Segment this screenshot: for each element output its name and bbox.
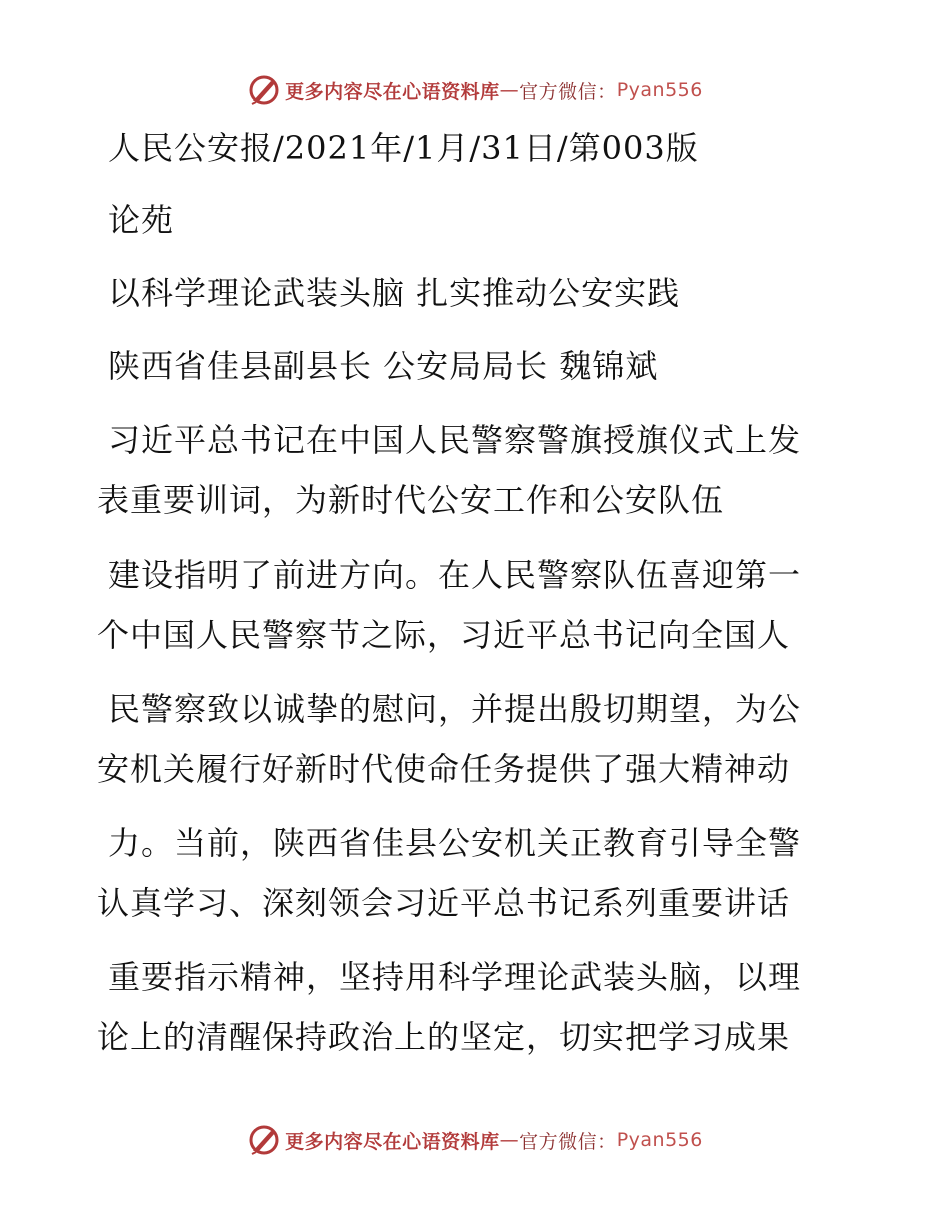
footer-watermark (0, 1120, 950, 1160)
watermark-wechat-id: Pyan556 (616, 79, 703, 101)
watermark-wechat-label: 官方微信： (519, 1130, 617, 1153)
paragraph-line: 民警察致以诚挚的慰问，并提出殷切期望，为公 (108, 690, 802, 728)
paragraph-line: 论上的清醒保持政治上的坚定，切实把学习成果 (97, 1018, 791, 1056)
paragraph-line: 重要指示精神，坚持用科学理论武装头脑，以理 (108, 958, 802, 996)
watermark-main-text: 更多内容尽在心语资料库 (285, 80, 500, 103)
document-column-name: 论苑 (108, 201, 175, 239)
watermark-wechat-label: 官方微信： (519, 80, 617, 103)
quill-logo-icon (247, 73, 281, 107)
paragraph-line: 力。当前，陕西省佳县公安机关正教育引导全警 (108, 824, 802, 862)
watermark-wechat-id: Pyan556 (616, 1129, 703, 1151)
paragraph-line: 个中国人民警察节之际，习近平总书记向全国人 (97, 616, 791, 654)
paragraph-line: 表重要训词，为新时代公安工作和公安队伍 (97, 481, 725, 519)
document-author: 陕西省佳县副县长 公安局局长 魏锦斌 (108, 347, 659, 385)
quill-logo-icon (247, 1123, 281, 1157)
document-source-line: 人民公安报/2021年/1月/31日/第003版 (108, 129, 699, 167)
paragraph-line: 习近平总书记在中国人民警察警旗授旗仪式上发 (108, 421, 802, 459)
document-title: 以科学理论武装头脑 扎实推动公安实践 (108, 274, 681, 312)
watermark-main-text: 更多内容尽在心语资料库 (285, 1130, 500, 1153)
watermark-separator: — (499, 79, 520, 101)
watermark-separator: — (499, 1129, 520, 1151)
paragraph-line: 建设指明了前进方向。在人民警察队伍喜迎第一 (108, 556, 802, 594)
paragraph-line: 认真学习、深刻领会习近平总书记系列重要讲话 (97, 884, 791, 922)
paragraph-line: 安机关履行好新时代使命任务提供了强大精神动 (97, 750, 791, 788)
header-watermark (0, 70, 950, 110)
